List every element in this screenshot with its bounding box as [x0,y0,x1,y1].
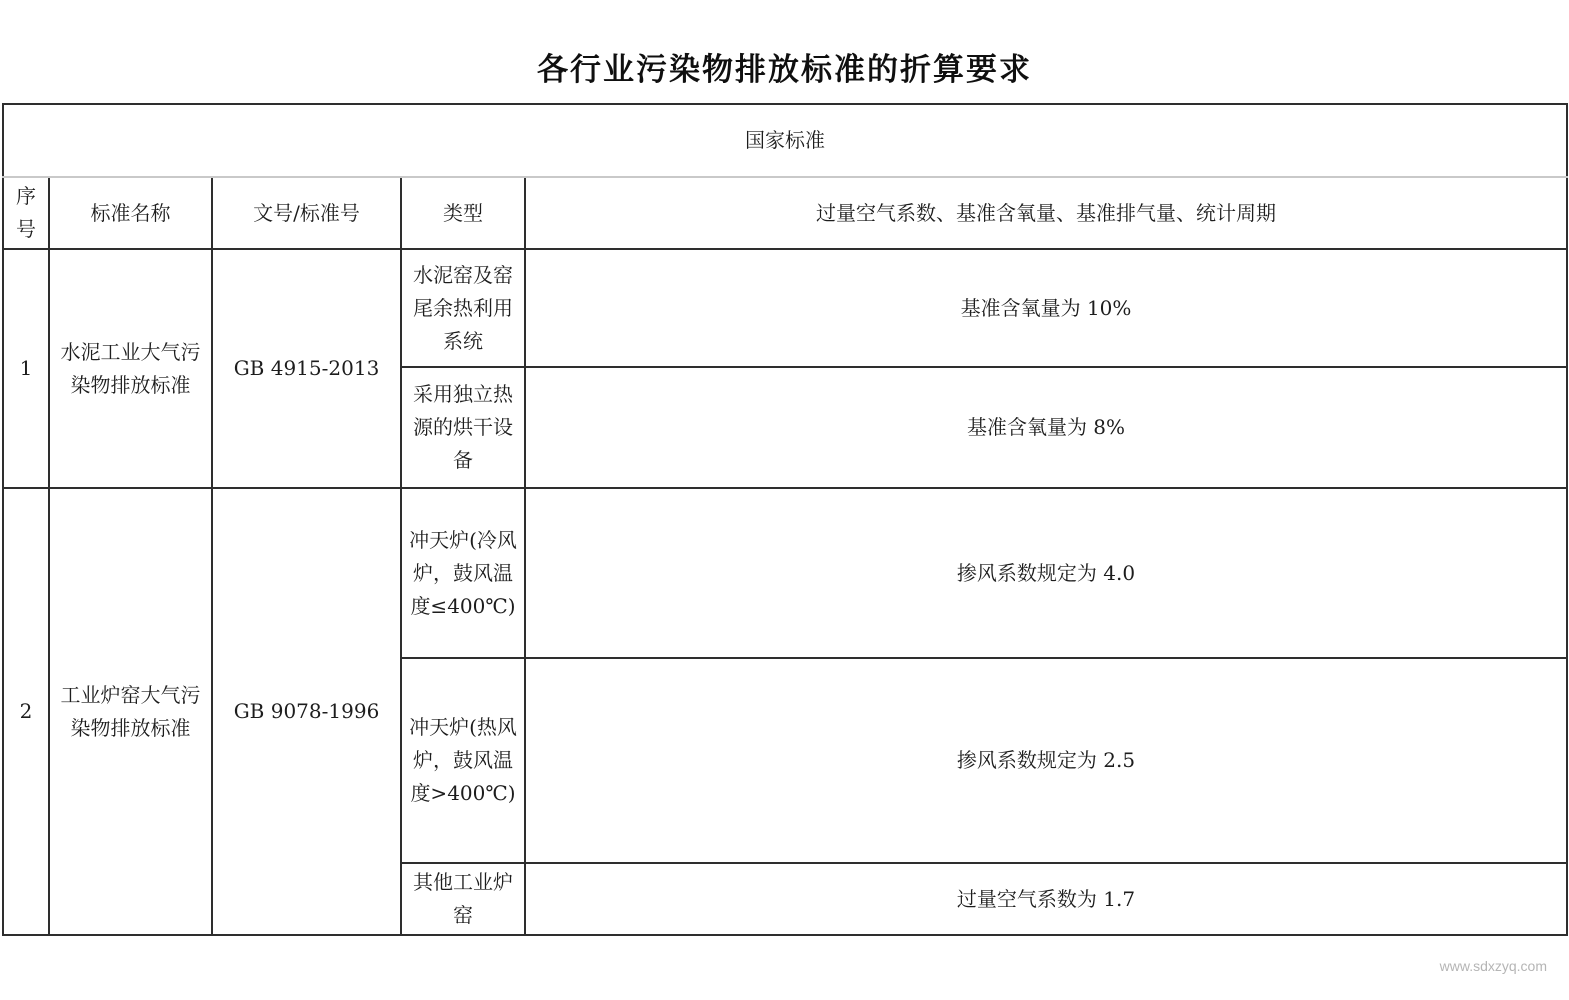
page-title: 各行业污染物排放标准的折算要求 [537,52,1032,88]
standard-name-cell: 水泥工业大气污染物排放标准 [49,249,212,488]
type-cell: 其他工业炉窑 [401,863,525,935]
row-index-cell: 2 [3,488,49,935]
type-cell: 采用独立热源的烘干设备 [401,367,525,488]
standards-table [2,103,1568,936]
col-header-type: 类型 [401,177,525,249]
standard-code-cell: GB 4915-2013 [212,249,401,488]
col-header-standard-name: 标准名称 [49,177,212,249]
requirement-cell: 过量空气系数为 1.7 [525,863,1567,935]
standard-code-cell: GB 9078-1996 [212,488,401,935]
requirement-cell: 基准含氧量为 10% [525,249,1567,367]
column-header-row [3,177,1567,249]
row-index-cell: 1 [3,249,49,488]
requirement-cell: 掺风系数规定为 4.0 [525,488,1567,658]
table-row [3,488,1567,658]
requirement-cell: 基准含氧量为 8% [525,367,1567,488]
type-cell: 冲天炉(热风炉，鼓风温度>400℃) [401,658,525,863]
site-watermark: www.sdxzyq.com [1439,958,1547,974]
requirement-cell: 掺风系数规定为 2.5 [525,658,1567,863]
type-cell: 冲天炉(冷风炉，鼓风温度≤400℃) [401,488,525,658]
group-header-row [3,104,1567,177]
group-header-cell: 国家标准 [3,104,1567,177]
col-header-index: 序号 [3,177,49,249]
col-header-requirement: 过量空气系数、基准含氧量、基准排气量、统计周期 [525,177,1567,249]
col-header-standard-code: 文号/标准号 [212,177,401,249]
table-row [3,249,1567,367]
type-cell: 水泥窑及窑尾余热利用系统 [401,249,525,367]
standard-name-cell: 工业炉窑大气污染物排放标准 [49,488,212,935]
